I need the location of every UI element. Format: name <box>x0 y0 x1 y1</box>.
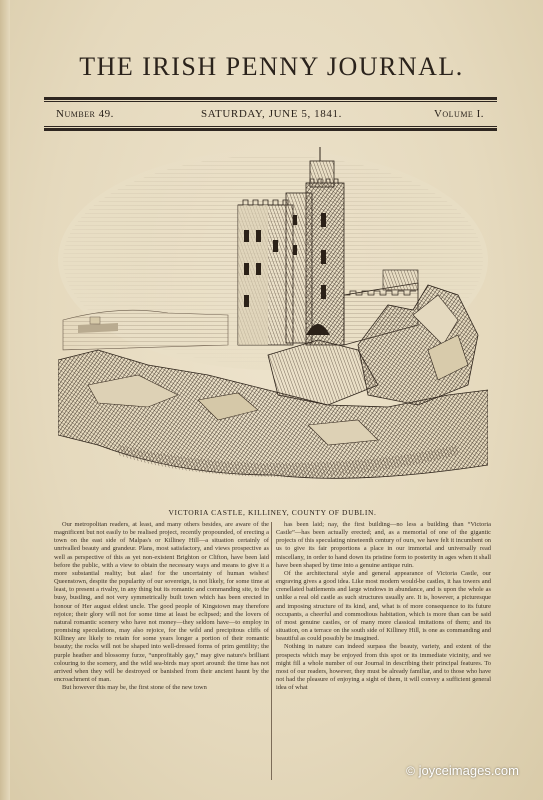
article-paragraph: Our metropolitan readers, at least, and many others besides, are aware of the magnificent but not easily to be realised project, recently propounded, of erecting a town on the east side of Malpas's or Killiney Hill—a situation certainly of unrivalled beauty and grandeur. Plans, most satisfactory, and views prospective as well as perspective of this as yet non-existent Brighton or Clifton, have been laid before the public, with a view to obtain the necessary ways and means to give it a more substantial reality; but alas! for the uncertainty of human wishes! Queenstown, despite the popularity of our sovereign, is not likely, for some time at least, to present a rivalry, in any thing but its romantic and commanding site, to the busy, bustling, and not very symmetrically built town which has been erected in honour of Her august eldest uncle. The good people of Kingstown may therefore rejoice; their glory will not for some time at least be eclipsed; and the lovers of natural romantic scenery who have not money—they seldom have—to employ in promising speculations, may also rejoice, for the wild and precipitous cliffs of Killiney are likely to retain for some years longer a portion of their romantic beauty; the rocks will not be shaped into well-dressed forms of prim gentility; the purple heather and blossomy furze, “unprofitably gay,” may give nature's brilliant colouring to the scenery, and the wild sea-birds may sport around: the time has not arrived when they will be destroyed or banished from their ancient haunt by the encroachment of man. <box>54 521 269 683</box>
column-divider <box>271 522 272 780</box>
page-edge <box>0 0 10 800</box>
issue-date: SATURDAY, JUNE 5, 1841. <box>201 108 342 120</box>
distant-coast <box>63 310 228 350</box>
article-column-left <box>54 521 269 783</box>
castle-engraving <box>58 145 488 495</box>
copyright-symbol: © <box>406 764 415 778</box>
engraving-caption: VICTORIA CASTLE, KILLINEY, COUNTY OF DUBLIN. <box>168 508 377 517</box>
article-paragraph: Of the architectural style and general appearance of Victoria Castle, our engraving gives a good idea. Like most modern would-be castles, it has towers and crenellated battlements and large windows in abundance, and is upon the whole as unlike a real old castle as such structures usually are. It is, however, a picturesque and imposing structure of its kind, and, what is of more consequence to its future occupants, a cheerful and commodious habitation, which is more than can be said of most genuine castles, or of many more classical imitations of them; and its situation, on a terrace on the south side of Killiney Hill, is one as commanding and beautiful as could possibly be imagined. <box>276 569 491 643</box>
masthead-rule-thick-bottom <box>44 128 497 131</box>
article-column-right <box>276 521 491 783</box>
masthead-rule-thin-bottom <box>44 126 497 127</box>
watermark-text: joyceimages.com <box>418 763 519 778</box>
issue-volume: Volume I. <box>433 108 484 120</box>
copyright-watermark <box>406 763 519 778</box>
issue-line <box>56 108 486 124</box>
article-paragraph: But however this may be, the first stone of the new town <box>62 684 207 692</box>
article-paragraph: Nothing in nature can indeed surpass the beauty, variety, and extent of the prospects which may be enjoyed from this spot or its immediate vicinity, and we might fill a whole number of our Journal in describing their principal features. To most of our readers, however, they must be already familiar, and to those who have not had the pleasure of enjoying a sight of them, it will convey a sufficient general idea of what <box>276 643 491 692</box>
journal-masthead: THE IRISH PENNY JOURNAL. <box>79 52 464 81</box>
issue-number: Number 49. <box>56 108 114 120</box>
article-paragraph: has been laid; nay, the first building—no less a building than “Victoria Castle”—has been actually erected; and, as a memorial of one of the gigantic projects of this speculating nineteenth century of ours, we have felt it incumbent on us to give its fair proportions a place in our immortal and universally read miscellany, in order to hand down its pristine form to posterity in ages when it shall have been shaped by time into a genuine antique ruin. <box>276 521 491 569</box>
masthead-rule-thick-top <box>44 97 497 100</box>
masthead-rule-thin-top <box>44 101 497 102</box>
